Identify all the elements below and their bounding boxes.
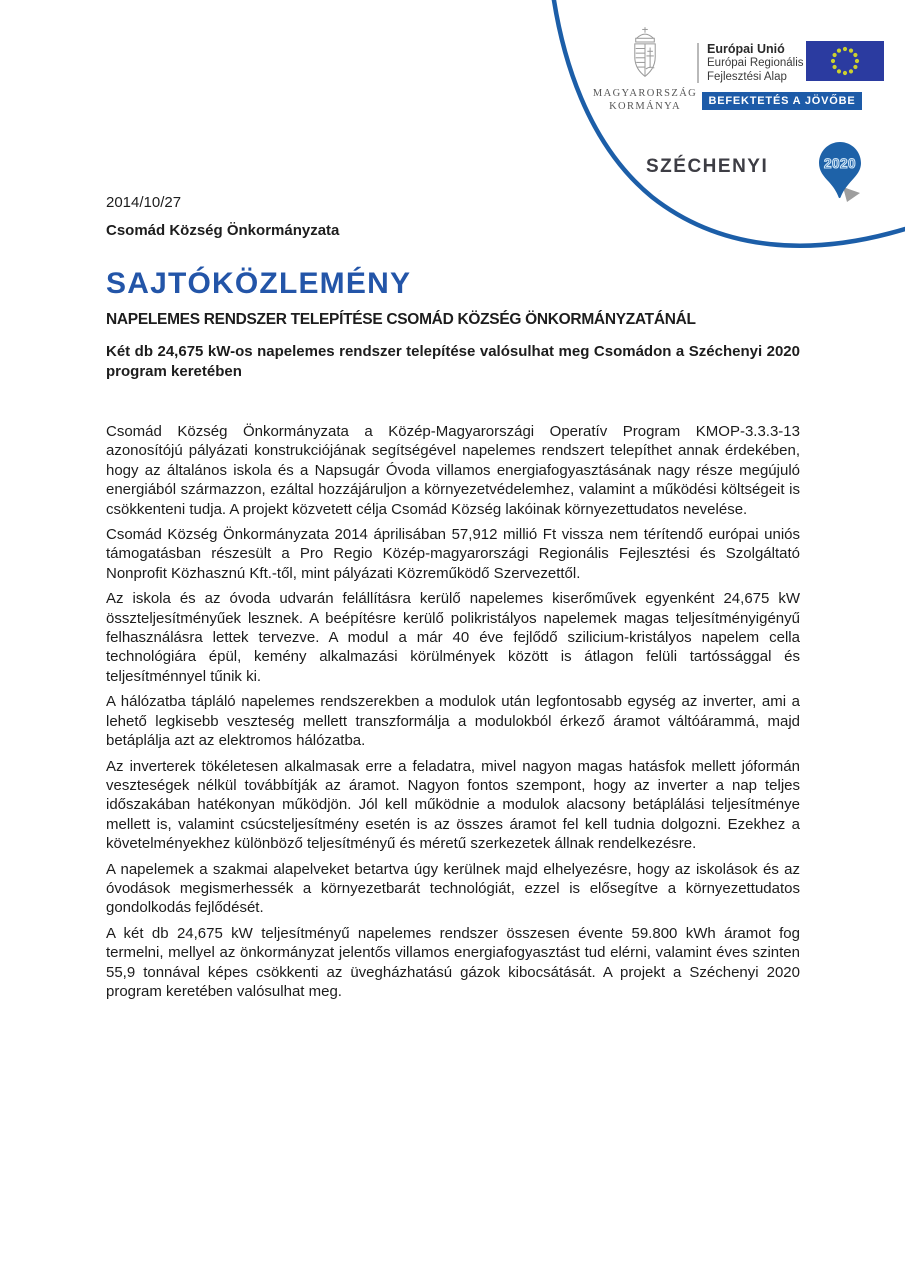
eu-fund-line3: Fejlesztési Alap bbox=[707, 71, 787, 83]
government-logo bbox=[575, 26, 715, 113]
paragraph-4: A hálózatba tápláló napelemes rendszerekben a modulok után legfontosabb egység az inverter, ami a lehető legkisebb veszteség mellett transzformálja a modulokból érkező áramot váltóárammá, majd betáplálja azt az elektromos hálózatba. bbox=[106, 693, 800, 750]
szechenyi-2020-pin-icon bbox=[817, 141, 863, 205]
page-title: SAJTÓKÖZLEMÉNY bbox=[106, 267, 412, 300]
government-logo-line1: MAGYARORSZÁG bbox=[592, 88, 698, 99]
organization-name: Csomád Község Önkormányzata bbox=[106, 222, 340, 239]
paragraph-3: Az iskola és az óvoda udvarán felállításra kerülő napelemes kiserőművek egyenként 24,675 kW összteljesítményűek lesznek. A beépítésre kerülő polikristályos napelemek magas teljesítményigényű felhasználásra lettek tervezve. A modul a már 40 éve fejlődő szilicium-kristályos napelem cella technológiára épül, kemény alkalmazási körülmények között is átlagon felüli tartóssággal és teljesítménnyel tűnik ki. bbox=[106, 590, 800, 685]
paragraph-2: Csomád Község Önkormányzata 2014 áprilisában 57,912 millió Ft vissza nem térítendő európai uniós támogatásban részesült a Pro Regio Közép-magyarországi Regionális Fejlesztési és Szolgáltató Nonprofit Közhasznú Kft.-től, mint pályázati Közreműködő Szervezettől. bbox=[106, 526, 800, 582]
document-body bbox=[106, 194, 800, 1007]
paragraph-1: Csomád Község Önkormányzata a Közép-Magyarországi Operatív Program KMOP-3.3.3-13 azonosítójú pályázati konstrukciójának segítségével napelemes rendszert telepíthet annak érdekében, hogy az általános iskola és a Napsugár Óvoda villamos energiafogyasztásának nagy része megújuló energiából származzon, ezáltal hozzájáruljon a környezetvédelemhez, valamint a működési költségeit is csökkenteni tudja. A projekt közvetett célja Csomád Község lakóinak környezettudatos nevelése. bbox=[106, 423, 800, 518]
document-lead: Két db 24,675 kW-os napelemes rendszer telepítése valósulhat meg Csomádon a Széchenyi 2020 program keretében bbox=[106, 343, 800, 380]
paragraph-7: A két db 24,675 kW teljesítményű napelemes rendszer összesen évente 59.800 kWh áramot fog termelni, mellyel az önkormányzat jelentős villamos energiafogyasztást tud elérni, valamint éves szinten 55,9 tonnával képes csökkenti az üvegházhatású gázok kibocsátását. A projekt a Széchenyi 2020 program keretében valósulhat meg. bbox=[106, 924, 800, 1000]
szechenyi-year: 2020 bbox=[823, 156, 857, 171]
investment-banner: BEFEKTETÉS A JÖVŐBE bbox=[702, 92, 862, 110]
hungarian-coat-of-arms-icon bbox=[619, 26, 671, 84]
eu-fund-label bbox=[707, 42, 804, 84]
szechenyi-wordmark: SZÉCHENYI bbox=[646, 156, 769, 177]
eu-fund-line2: Európai Regionális bbox=[707, 57, 804, 69]
eu-fund-title: Európai Unió bbox=[707, 42, 785, 56]
header-divider bbox=[697, 43, 699, 83]
document-headline: NAPELEMES RENDSZER TELEPÍTÉSE CSOMÁD KÖZSÉG ÖNKORMÁNYZATÁNÁL bbox=[106, 311, 696, 328]
paragraph-5: Az inverterek tökéletesen alkalmasak erre a feladatra, mivel nagyon magas hatásfok mellett jóformán veszteségek nélkül továbbítják az áramot. Nagyon fontos szempont, hogy az inverter a nap teljes időszakában hatékonyan működjön. Jól kell működnie a modulok alacsony betáplálási teljesítménye mellett is, valamint csúcsteljesítmény esetén is az összes áramot fel kell tudnia dolgozni. Ezekhez a követelményekhez különböző teljesítményű és méretű szerkezetek állnak rendelkezésre. bbox=[106, 757, 800, 853]
eu-flag-icon bbox=[806, 41, 884, 81]
government-logo-line2: KORMÁNYA bbox=[609, 101, 681, 112]
document-date: 2014/10/27 bbox=[106, 194, 182, 211]
paragraph-6: A napelemek a szakmai alapelveket betartva úgy kerülnek majd elhelyezésre, hogy az iskolások és az óvodások megismerhessék a környezetbarát technológiát, ezzel is elősegítve a környezettudatos gondolkodás fejlődését. bbox=[106, 860, 800, 917]
